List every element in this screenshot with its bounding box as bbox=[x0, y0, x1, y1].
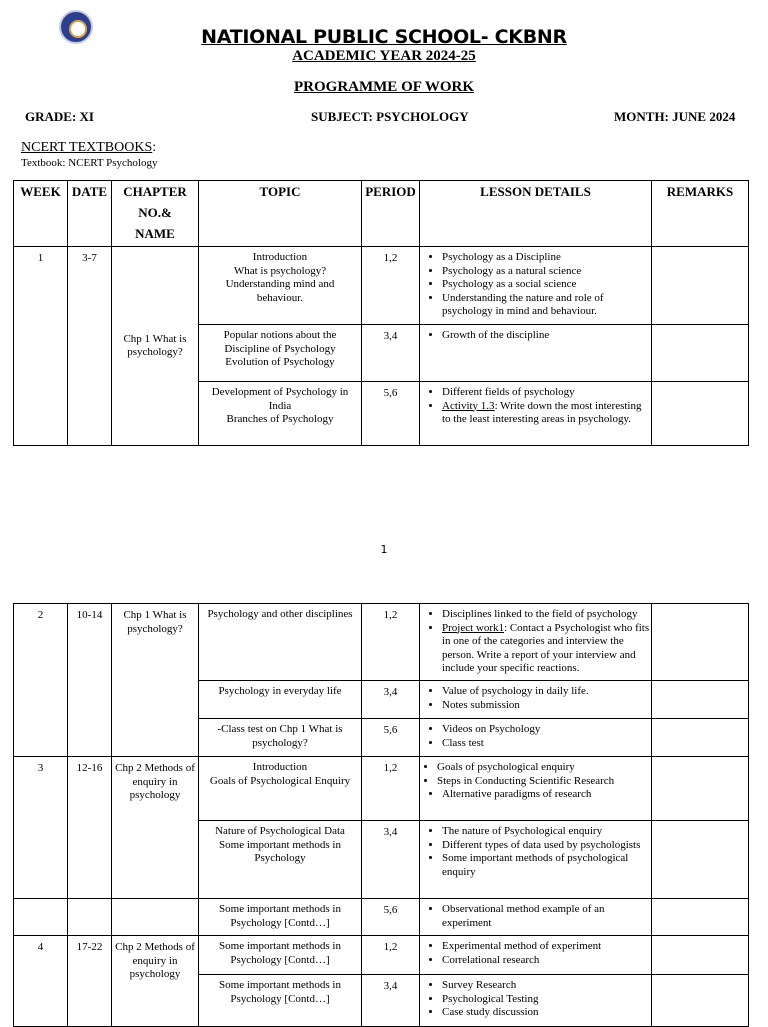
list-item: • Growth of the discipline bbox=[442, 329, 651, 343]
list-item: • Steps in Conducting Scientific Research bbox=[437, 775, 651, 789]
lesson-cell bbox=[420, 681, 652, 719]
list-item: • Some important methods of psychological enquiry bbox=[442, 852, 651, 879]
chapter-cell bbox=[112, 899, 199, 936]
lesson-cell bbox=[420, 604, 652, 681]
chapter-cell: Chp 1 What is psychology? bbox=[112, 247, 199, 446]
programme-title: PROGRAMME OF WORK bbox=[294, 79, 474, 95]
programme-table-page2 bbox=[13, 603, 749, 1027]
page-number: 1 bbox=[380, 543, 388, 556]
list-item: • Psychology as a social science bbox=[442, 278, 651, 292]
week-cell: 4 bbox=[14, 936, 68, 1027]
subject-label: SUBJECT: PSYCHOLOGY bbox=[311, 109, 469, 124]
list-item: • Notes submission bbox=[442, 699, 651, 713]
list-item: • Understanding the nature and role of psychology in mind and behaviour. bbox=[442, 292, 651, 319]
topic-cell: -Class test on Chp 1 What is psychology? bbox=[199, 719, 362, 757]
remarks-cell bbox=[652, 936, 749, 975]
list-item: • Value of psychology in daily life. bbox=[442, 685, 651, 699]
list-item: • Psychology as a Discipline bbox=[442, 251, 651, 265]
week-cell: 3 bbox=[14, 757, 68, 899]
header-period: PERIOD bbox=[362, 181, 420, 247]
period-cell: 3,4 bbox=[362, 975, 420, 1027]
remarks-cell bbox=[652, 604, 749, 681]
week-cell: 1 bbox=[14, 247, 68, 446]
header-lesson-details: LESSON DETAILS bbox=[420, 181, 652, 247]
lesson-cell bbox=[420, 975, 652, 1027]
list-item: • Goals of psychological enquiry bbox=[437, 761, 651, 775]
topic-cell: Introduction What is psychology? Understanding mind and behaviour. bbox=[199, 247, 362, 325]
list-item: • Different types of data used by psychologists bbox=[442, 839, 651, 853]
remarks-cell bbox=[652, 821, 749, 899]
list-item: • The nature of Psychological enquiry bbox=[442, 825, 651, 839]
week-cell bbox=[14, 899, 68, 936]
academic-year: ACADEMIC YEAR 2024-25 bbox=[292, 48, 476, 64]
table-header-row bbox=[14, 181, 749, 247]
list-item: • Alternative paradigms of research bbox=[442, 788, 651, 802]
period-cell: 1,2 bbox=[362, 757, 420, 821]
period-cell: 1,2 bbox=[362, 936, 420, 975]
chapter-cell: Chp 2 Methods of enquiry in psychology bbox=[112, 936, 199, 1027]
date-cell bbox=[68, 899, 112, 936]
topic-cell: Nature of Psychological Data Some important methods in Psychology bbox=[199, 821, 362, 899]
grade-label: GRADE: XI bbox=[25, 109, 94, 124]
remarks-cell bbox=[652, 719, 749, 757]
lesson-cell bbox=[420, 936, 652, 975]
table-row bbox=[14, 899, 749, 936]
list-item: • Psychological Testing bbox=[442, 993, 651, 1007]
list-item: • Observational method example of an experiment bbox=[442, 903, 651, 930]
period-cell: 5,6 bbox=[362, 719, 420, 757]
topic-cell: Some important methods in Psychology [Contd…] bbox=[199, 975, 362, 1027]
header-week: WEEK bbox=[14, 181, 68, 247]
list-item: • Psychology as a natural science bbox=[442, 265, 651, 279]
table-row bbox=[14, 604, 749, 681]
period-cell: 3,4 bbox=[362, 681, 420, 719]
header-remarks: REMARKS bbox=[652, 181, 749, 247]
remarks-cell bbox=[652, 681, 749, 719]
activity-label: Activity 1.3 bbox=[442, 399, 495, 412]
lesson-cell bbox=[420, 821, 652, 899]
chapter-cell: Chp 1 What is psychology? bbox=[112, 604, 199, 757]
list-item: • Activity 1.3: Write down the most interesting to the least interesting areas in psychology. bbox=[442, 400, 651, 427]
list-item: • Correlational research bbox=[442, 954, 651, 968]
list-item: • Class test bbox=[442, 737, 651, 751]
remarks-cell bbox=[652, 757, 749, 821]
topic-cell: Psychology in everyday life bbox=[199, 681, 362, 719]
period-cell: 5,6 bbox=[362, 899, 420, 936]
programme-table-page1 bbox=[13, 180, 749, 446]
textbooks-heading: NCERT TEXTBOOKS: bbox=[21, 140, 157, 155]
period-cell: 3,4 bbox=[362, 325, 420, 382]
period-cell: 5,6 bbox=[362, 382, 420, 446]
list-item: • Survey Research bbox=[442, 979, 651, 993]
textbook-line: Textbook: NCERT Psychology bbox=[21, 157, 158, 169]
week-cell: 2 bbox=[14, 604, 68, 757]
date-cell: 3-7 bbox=[68, 247, 112, 446]
lesson-cell bbox=[420, 382, 652, 446]
date-cell: 12-16 bbox=[68, 757, 112, 899]
lesson-cell bbox=[420, 757, 652, 821]
lesson-cell bbox=[420, 325, 652, 382]
remarks-cell bbox=[652, 247, 749, 325]
date-cell: 10-14 bbox=[68, 604, 112, 757]
header-date: DATE bbox=[68, 181, 112, 247]
school-name: NATIONAL PUBLIC SCHOOL- CKBNR bbox=[201, 26, 567, 48]
project-label: Project work1 bbox=[442, 621, 505, 634]
period-cell: 3,4 bbox=[362, 821, 420, 899]
month-label: MONTH: JUNE 2024 bbox=[614, 109, 736, 124]
topic-cell: Some important methods in Psychology [Contd…] bbox=[199, 899, 362, 936]
lesson-cell bbox=[420, 899, 652, 936]
lesson-cell bbox=[420, 247, 652, 325]
remarks-cell bbox=[652, 325, 749, 382]
list-item: • Case study discussion bbox=[442, 1006, 651, 1020]
list-item: • Different fields of psychology bbox=[442, 386, 651, 400]
topic-cell: Psychology and other disciplines bbox=[199, 604, 362, 681]
list-item: • Disciplines linked to the field of psychology bbox=[442, 608, 651, 622]
header-chapter: CHAPTER NO.& NAME bbox=[112, 181, 199, 247]
period-cell: 1,2 bbox=[362, 604, 420, 681]
list-item: • Videos on Psychology bbox=[442, 723, 651, 737]
remarks-cell bbox=[652, 899, 749, 936]
topic-cell: Popular notions about the Discipline of Psychology Evolution of Psychology bbox=[199, 325, 362, 382]
table-row bbox=[14, 757, 749, 821]
list-item: • Experimental method of experiment bbox=[442, 940, 651, 954]
table-row bbox=[14, 247, 749, 325]
topic-cell: Some important methods in Psychology [Contd…] bbox=[199, 936, 362, 975]
chapter-cell: Chp 2 Methods of enquiry in psychology bbox=[112, 757, 199, 899]
list-item: • Project work1: Contact a Psychologist who fits in one of the categories and interview the person. Write a report of your interview and include your specific reactions. bbox=[442, 622, 651, 676]
remarks-cell bbox=[652, 975, 749, 1027]
lesson-cell bbox=[420, 719, 652, 757]
date-cell: 17-22 bbox=[68, 936, 112, 1027]
remarks-cell bbox=[652, 382, 749, 446]
header-topic: TOPIC bbox=[199, 181, 362, 247]
period-cell: 1,2 bbox=[362, 247, 420, 325]
topic-cell: Introduction Goals of Psychological Enquiry bbox=[199, 757, 362, 821]
topic-cell: Development of Psychology in India Branches of Psychology bbox=[199, 382, 362, 446]
table-row bbox=[14, 936, 749, 975]
